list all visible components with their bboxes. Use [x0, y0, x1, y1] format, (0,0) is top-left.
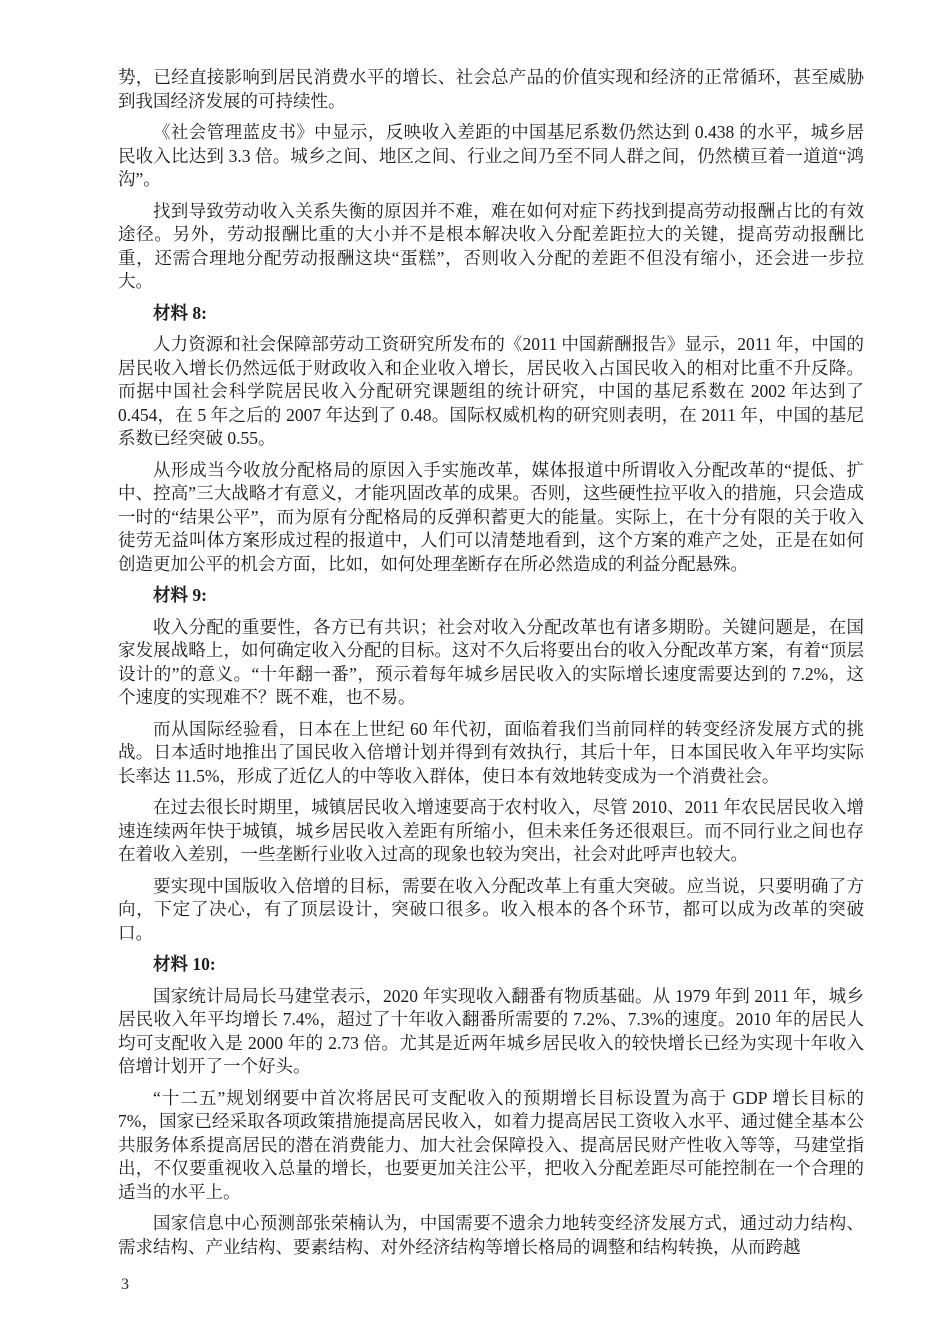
paragraph: 人力资源和社会保障部劳动工资研究所发布的《2011 中国薪酬报告》显示，2011 年，中国的居民收入增长仍然远低于财政收入和企业收入增长，居民收入占国民收入的相对比重不升反降。而据中国社会科学院居民收入分配研究课题组的统计研究，中国的基尼系数在 2002 年达到了 0.454，在 5 年之后的 2007 年达到了 0.48。国际权威机构的研究则表明，在 2011 年，中国的基尼系数已经突破 0.55。 [118, 334, 864, 448]
paragraph: 收入分配的重要性，各方已有共识；社会对收入分配改革也有诸多期盼。关键问题是，在国家发展战略上，如何确定收入分配的目标。这对不久后将要出台的收入分配改革方案，有着“顶层设计的”的意义。“十年翻一番”，预示着每年城乡居民收入的实际增长速度需要达到的 7.2%，这个速度的实现难不？既不难，也不易。 [118, 616, 864, 707]
paragraph-continuation: 势，已经直接影响到居民消费水平的增长、社会总产品的价值实现和经济的正常循环，甚至威胁到我国经济发展的可持续性。 [118, 67, 864, 111]
page-number: 3 [121, 1276, 129, 1293]
paragraph: 在过去很长时期里，城镇居民收入增速要高于农村收入，尽管 2010、2011 年农民居民收入增速连续两年快于城镇，城乡居民收入差距有所缩小，但未来任务还很艰巨。而不同行业之间也存在着收入差别，一些垄断行业收入过高的现象也较为突出，社会对此呼声也较大。 [118, 797, 864, 864]
material-heading: 材料 9: [153, 585, 207, 605]
paragraph: 国家信息中心预测部张荣楠认为，中国需要不遗余力地转变经济发展方式，通过动力结构、需求结构、产业结构、要素结构、对外经济结构等增长格局的调整和结构转换，从而跨越 [118, 1213, 864, 1257]
material-heading: 材料 10: [153, 954, 216, 974]
paragraph: 国家统计局局长马建堂表示，2020 年实现收入翻番有物质基础。从 1979 年到 2011 年，城乡居民收入年平均增长 7.4%，超过了十年收入翻番所需要的 7.2%、7.3%的速度。2010 年的居民人均可支配收入是 2000 年的 2.73 倍。尤其是近两年城乡居民收入的较快增长已经为实现十年收入倍增计划开了一个好头。 [118, 985, 864, 1076]
material-heading: 材料 8: [153, 302, 207, 323]
document-body [118, 66, 864, 1267]
paragraph: 要实现中国版收入倍增的目标，需要在收入分配改革上有重大突破。应当说，只要明确了方向，下定了决心，有了顶层设计，突破口很多。收入根本的各个环节，都可以成为改革的突破口。 [118, 875, 864, 943]
paragraph: 而从国际经验看，日本在上世纪 60 年代初，面临着我们当前同样的转变经济发展方式的挑战。日本适时地推出了国民收入倍增计划并得到有效执行，其后十年，日本国民收入年平均实际长率达 11.5%，形成了近亿人的中等收入群体，使日本有效地转变成为一个消费社会。 [118, 718, 864, 786]
paragraph: 从形成当今收放分配格局的原因入手实施改革，媒体报道中所谓收入分配改革的“提低、扩中、控高”三大战略才有意义，才能巩固改革的成果。否则，这些硬性拉平收入的措施，只会造成一时的“结果公平”，而为原有分配格局的反弹积蓄更大的能量。实际上，在十分有限的关于收入徒劳无益叫体方案形成过程的报道中，人们可以清楚地看到，这个方案的难产之处，正是在如何创造更加公平的机会方面，比如，如何处理垄断存在所必然造成的利益分配悬殊。 [118, 459, 864, 574]
paragraph: “十二五”规划纲要中首次将居民可支配收入的预期增长目标设置为高于 GDP 增长目标的 7%，国家已经采取各项政策措施提高居民收入，如着力提高居民工资收入水平、通过健全基本公共服务体系提高居民的潜在消费能力、加大社会保障投入、提高居民财产性收入等等，马建堂指出，不仅要重视收入总量的增长，也要更加关注公平，把收入分配差距尽可能控制在一个合理的适当的水平上。 [118, 1087, 864, 1202]
paragraph: 找到导致劳动收入关系失衡的原因并不难，难在如何对症下药找到提高劳动报酬占比的有效途径。另外，劳动报酬比重的大小并不是根本解决收入分配差距拉大的关键，提高劳动报酬比重，还需合理地分配劳动报酬这块“蛋糕”，否则收入分配的差距不但没有缩小，还会进一步拉大。 [118, 200, 864, 291]
paragraph: 《社会管理蓝皮书》中显示，反映收入差距的中国基尼系数仍然达到 0.438 的水平，城乡居民收入比达到 3.3 倍。城乡之间、地区之间、行业之间乃至不同人群之间，仍然横亘着一道道“鸿沟”。 [118, 122, 864, 189]
